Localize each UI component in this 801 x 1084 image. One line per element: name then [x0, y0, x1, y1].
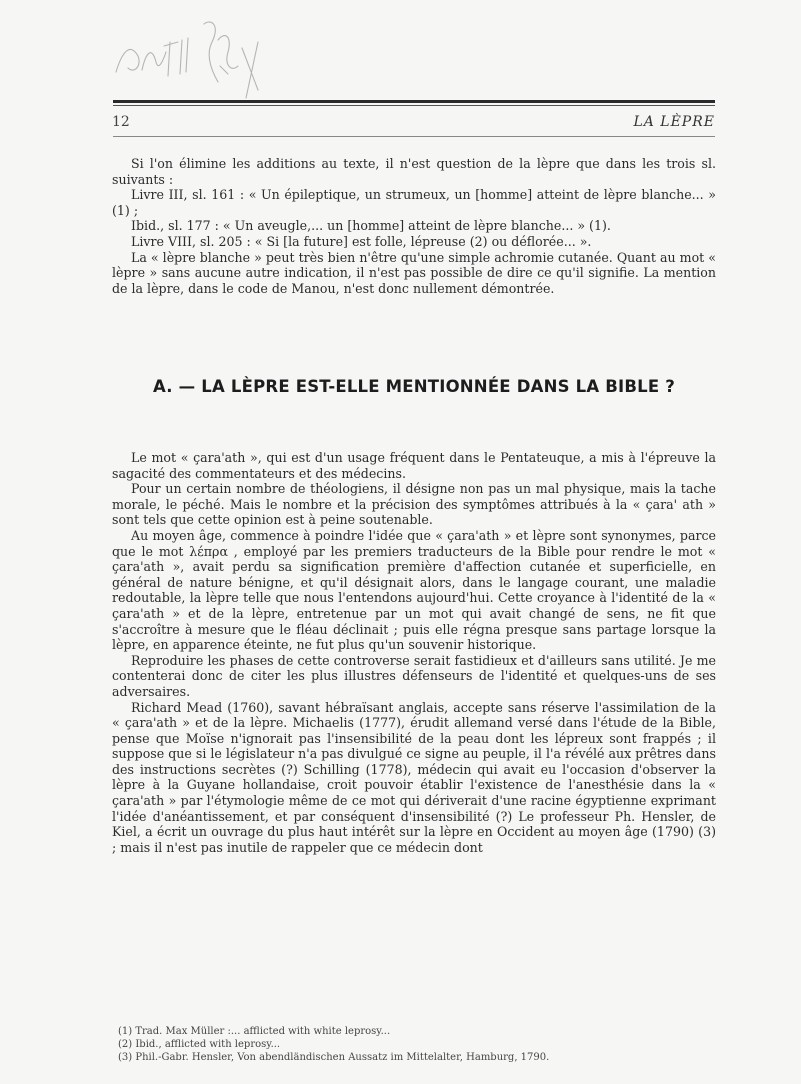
- section-heading: A. — LA LÈPRE EST-ELLE MENTIONNÉE DANS LA BIBLE ?: [152, 377, 676, 396]
- paragraph: Livre III, sl. 161 : « Un épileptique, un strumeux, un [homme] atteint de lèpre blanche... » (1) ;: [112, 187, 716, 218]
- main-text: [112, 450, 716, 855]
- paragraph: Reproduire les phases de cette controverse serait fastidieux et d'ailleurs sans utilité. Je me contenterai donc de citer les plus illustres défenseurs de l'identité et quelques-uns de ses adversaires.: [112, 652, 716, 699]
- paragraph: Si l'on élimine les additions au texte, il n'est question de la lèpre que dans les trois sl. suivants :: [112, 156, 716, 187]
- paragraph: La « lèpre blanche » peut très bien n'être qu'une simple achromie cutanée. Quant au mot « lèpre » sans aucune autre indication, il n'est pas possible de dire ce qu'il signifie. La mention de la lèpre, dans le code de Manou, n'est donc nullement démontrée.: [112, 249, 716, 296]
- paragraph: Ibid., sl. 177 : « Un aveugle,... un [homme] atteint de lèpre blanche... » (1).: [131, 218, 611, 234]
- footnotes: [112, 1025, 716, 1064]
- paragraph: Pour un certain nombre de théologiens, il désigne non pas un mal physique, mais la tache morale, le péché. Mais le nombre et la précision des symptômes attribués à la « çara' ath » sont tels que cette opinion est à peine soutenable.: [112, 481, 716, 528]
- paragraph: Le mot « çara'ath », qui est d'un usage fréquent dans le Pentateuque, a mis à l'épreuve la sagacité des commentateurs et des médecins.: [112, 450, 716, 481]
- paragraph: Au moyen âge, commence à poindre l'idée que « çara'ath » et lèpre sont synonymes, parce que le mot λέπρα , employé par les premiers traducteurs de la Bible pour rendre le mot « çara'ath », avait perdu sa signification première d'affection cutanée et superficielle, en général de nature bénigne, et qu'il désignait alors, dans le langage courant, une maladie redoutable, la lèpre telle que nous l'entendons aujourd'hui. Cette croyance à l'identité de la « çara'ath » et de la lèpre, entretenue par un mot qui avait changé de sens, ne fit que s'accroître à mesure que le fléau déclinait ; puis elle régna presque sans partage lorsque la lèpre, en apparence éteinte, ne fut plus qu'un souvenir historique.: [112, 527, 716, 653]
- header-rule: [113, 100, 715, 103]
- intro-text: [112, 156, 716, 296]
- page-number: 12: [112, 114, 130, 130]
- footnote: (2) Ibid., afflicted with leprosy...: [118, 1039, 281, 1050]
- running-title: LA LÈPRE: [633, 114, 715, 130]
- paragraph: Livre VIII, sl. 205 : « Si [la future] est folle, lépreuse (2) ou déflorée... ».: [131, 233, 592, 249]
- footnote: (1) Trad. Max Müller :... afflicted with white leprosy...: [118, 1026, 391, 1037]
- footnote: (3) Phil.-Gabr. Hensler, Von abendländischen Aussatz im Mittelalter, Hamburg, 1790.: [118, 1052, 550, 1063]
- header-rule-bottom: [113, 136, 715, 137]
- header-rule-thin: [113, 105, 715, 106]
- paragraph: Richard Mead (1760), savant hébraïsant anglais, accepte sans réserve l'assimilation de la « çara'ath » et de la lèpre. Michaelis (1777), érudit allemand versé dans l'étude de la Bible, pense que Moïse n'ignorait pas l'insensibilité de la peau dont les lépreux sont frappés ; il suppose que si le législateur n'a pas divulgué ce signe au peuple, il l'a révélé aux prêtres dans des instructions secrètes (?) Schilling (1778), médecin qui avait eu l'occasion d'observer la lèpre à la Guyane hollandaise, croit pouvoir établir l'existence de l'anesthésie dans la « çara'ath » par l'étymologie même de ce mot qui dériverait d'une racine égyptienne exprimant l'idée d'anéantissement, et par conséquent d'insensibilité (?) Le professeur Ph. Hensler, de Kiel, a écrit un ouvrage du plus haut intérêt sur la lèpre en Occident au moyen âge (1790) (3) ; mais il n'est pas inutile de rappeler que ce médecin dont: [112, 699, 716, 855]
- handwritten-signature: [108, 12, 288, 102]
